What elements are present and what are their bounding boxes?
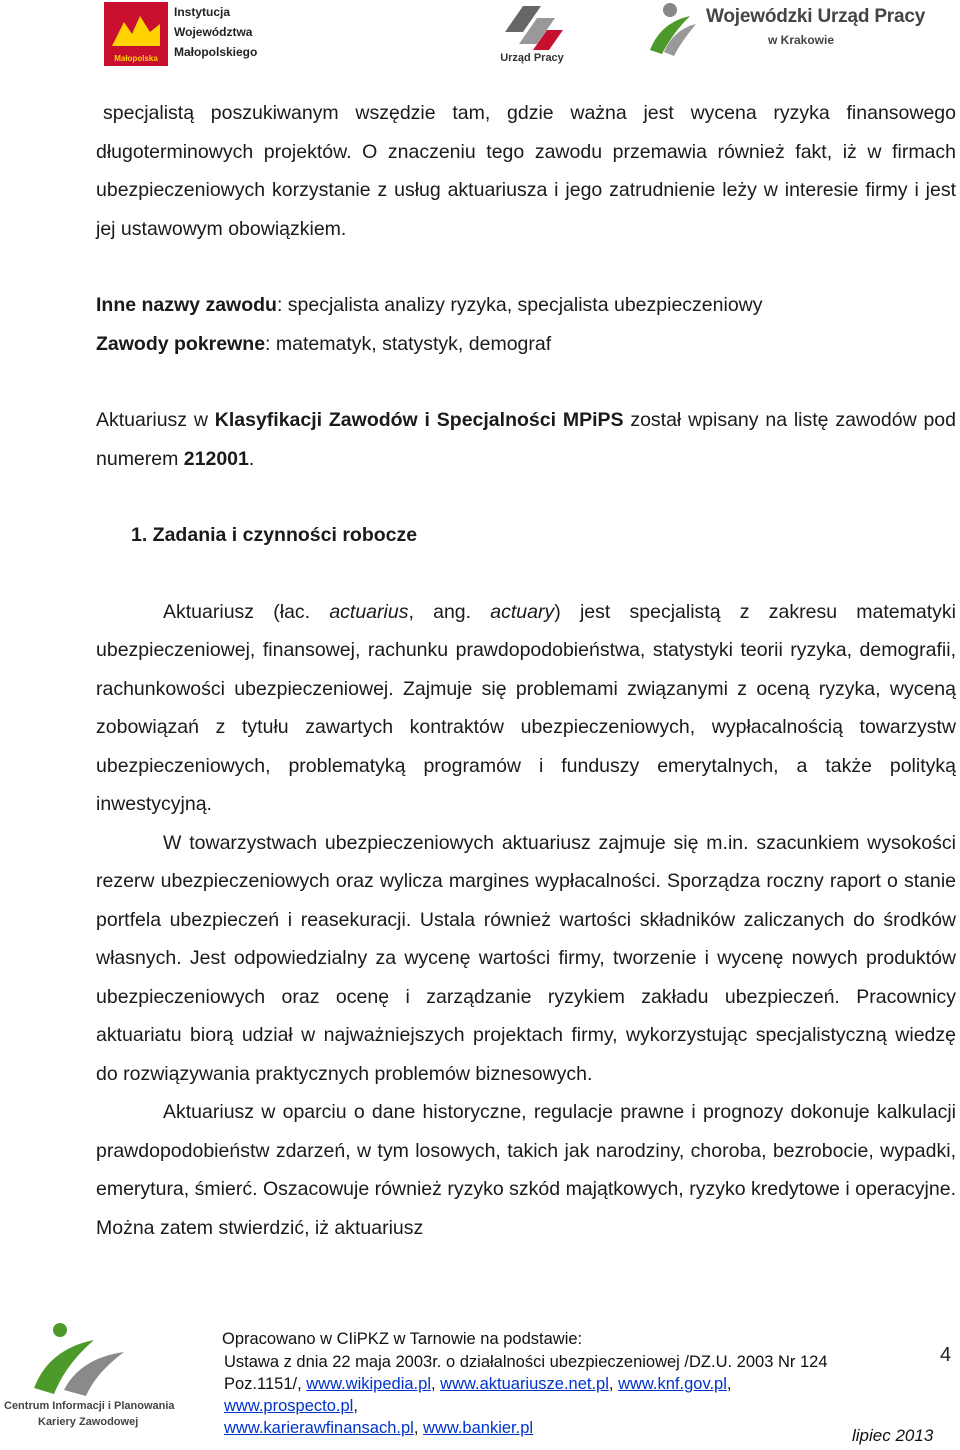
footer-sources-line-2 xyxy=(224,1397,358,1416)
wup-subtitle: w Krakowie xyxy=(768,33,835,47)
classification-end: . xyxy=(248,447,255,470)
footer-poz: Poz.1151/, xyxy=(224,1375,307,1393)
malopolska-emblem xyxy=(104,2,168,66)
other-names-value: : specjalista analizy ryzyka, specjalista ubezpieczeniowy xyxy=(276,294,763,316)
sep: , xyxy=(413,1419,424,1437)
page-number: 4 xyxy=(940,1344,952,1366)
urzad-pracy-icon xyxy=(497,2,567,52)
footer-intro: Opracowano w CIiPKZ w Tarnowie na podstawie: xyxy=(222,1330,583,1348)
footer-sources-line xyxy=(224,1375,732,1394)
cipkz-line-1: Centrum Informacji i Planowania xyxy=(4,1400,175,1412)
link-karierawfinansach[interactable]: www.karierawfinansach.pl xyxy=(224,1419,414,1437)
sep: , xyxy=(608,1375,619,1393)
page-footer xyxy=(0,1318,960,1450)
link-aktuariusze[interactable]: www.aktuariusze.net.pl xyxy=(440,1375,609,1393)
other-names-line xyxy=(96,286,956,325)
classification-mid: został wpisany na listę zawodów pod numerem xyxy=(96,409,956,470)
sep: , xyxy=(430,1375,441,1393)
logo-wojewodzki-urzad-pracy xyxy=(640,0,950,60)
cipkz-line-2: Kariery Zawodowej xyxy=(38,1416,139,1428)
def-c: ) jest specjalistą z zakresu matematyki ubezpieczeniowej, finansowej, rachunku prawdopodobieństwa, statystyki teorii ryzyka, demografii, rachunkowości ubezpieczeniowej. Zajmuje się problemami związanymi z oceną ryzyka, wyceną zobowiązań z tytułu zawartych kontraktów ubezpieczeniowych, wypłacalnością towarzystw ubezpieczeniowych, problematyką programów i funduszy emerytalnych, a także polityką inwestycyjną. xyxy=(96,600,956,815)
section-heading: 1. Zadania i czynności robocze xyxy=(131,524,418,546)
def-latin: actuarius xyxy=(329,600,409,623)
related-label: Zawody pokrewne xyxy=(96,332,266,355)
link-knf[interactable]: www.knf.gov.pl xyxy=(618,1375,727,1393)
wup-title: Wojewódzki Urząd Pracy xyxy=(706,6,926,27)
link-prospecto[interactable]: www.prospecto.pl xyxy=(224,1397,354,1415)
footer-sources-line-3 xyxy=(224,1419,533,1438)
sep: , xyxy=(726,1375,732,1393)
paragraph-insurance-companies: W towarzystwach ubezpieczeniowych aktuariusz zajmuje się m.in. szacunkiem wysokości rezerw ubezpieczeniowych oraz wylicza margines wypłacalności. Sporządza roczny raport o stanie portfela ubezpieczeń i reasekuracji. Ustala również wartości składników zaliczanych do środków własnych. Jest odpowiedzialny za wycenę wartości firmy, tworzenie i wycenę nowych produktów ubezpieczeniowych oraz ocenę i zarządzanie ryzykiem zakładu ubezpieczeń. Pracownicy aktuariatu biorą udział w najważniejszych projektach firmy, wykorzystując specjalistyczną wiedzę do rozwiązywania praktycznych problemów biznesowych. xyxy=(96,831,956,1085)
paragraph-calculations: Aktuariusz w oparciu o dane historyczne, regulacje prawne i prognozy dokonuje kalkulacji prawdopodobieństw zdarzeń, w tym losowych, takich jak narodziny, choroba, bezrobocie, wypadki, emerytura, śmierć. Oszacowuje również ryzyko szkód majątkowych, ryzyko kredytowe i operacyjne. Można zatem stwierdzić, iż aktuariusz xyxy=(96,1101,956,1239)
cipkz-figure-icon xyxy=(24,1318,144,1398)
page-header xyxy=(0,0,960,76)
document-body xyxy=(96,94,956,1247)
classification-paragraph xyxy=(96,401,956,478)
logo-urzad-pracy xyxy=(488,2,576,72)
malopolska-badge-text: Małopolska xyxy=(114,54,158,63)
sep: , xyxy=(353,1397,358,1415)
classification-number: 212001 xyxy=(183,447,249,470)
related-professions-line xyxy=(96,325,956,364)
def-english: actuary xyxy=(490,600,555,623)
wup-figure-icon xyxy=(640,0,702,58)
paragraph-definition xyxy=(96,593,956,824)
other-names-label: Inne nazwy zawodu xyxy=(96,294,277,316)
footer-law: Ustawa z dnia 22 maja 2003r. o działalności ubezpieczeniowej /DZ.U. 2003 Nr 124 xyxy=(224,1353,828,1371)
link-bankier[interactable]: www.bankier.pl xyxy=(423,1419,534,1437)
def-a: Aktuariusz (łac. xyxy=(163,600,330,623)
logo-line-3: Małopolskiego xyxy=(174,45,258,59)
classification-pre: Aktuariusz w xyxy=(96,409,215,431)
logo-instytucja-wojewodztwa xyxy=(104,2,279,68)
paragraph-intro: specjalistą poszukiwanym wszędzie tam, gdzie ważna jest wycena ryzyka finansowego długoterminowych projektów. O znaczeniu tego zawodu przemawia również fakt, iż w firmach ubezpieczeniowych korzystanie z usług aktuariusza i jego zatrudnienie leży w interesie firmy i jest jej ustawowym obowiązkiem. xyxy=(96,102,956,240)
related-value: : matematyk, statystyk, demograf xyxy=(265,332,552,355)
logo-line-2: Województwa xyxy=(174,25,253,39)
logo-line-1: Instytucja xyxy=(174,5,231,19)
urzad-pracy-label: Urząd Pracy xyxy=(500,52,564,64)
logo-cipkz xyxy=(4,1318,174,1448)
classification-name: Klasyfikacji Zawodów i Specjalności MPiPS xyxy=(214,409,624,431)
def-b: , ang. xyxy=(408,600,491,623)
link-wikipedia[interactable]: www.wikipedia.pl xyxy=(306,1375,431,1393)
footer-date: lipiec 2013 xyxy=(852,1426,934,1445)
